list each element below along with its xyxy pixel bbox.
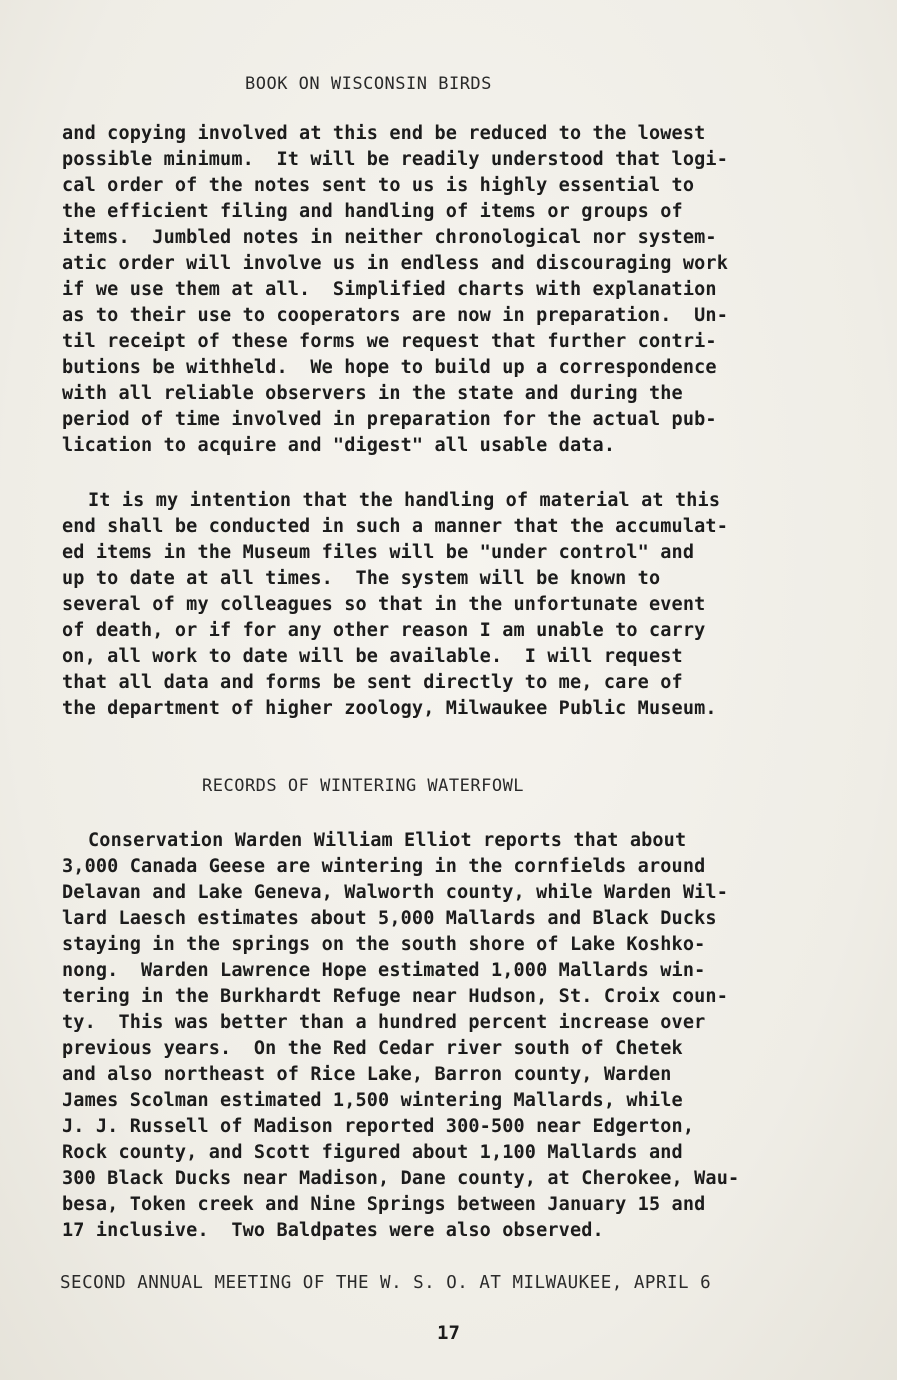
text-line: that all data and forms be sent directly to me, care of: [62, 672, 683, 693]
text-line: besa, Token creek and Nine Springs between January 15 and: [62, 1194, 706, 1215]
text-line: up to date at all times. The system will be known to: [62, 568, 661, 589]
text-line: staying in the springs on the south shore of Lake Koshko-: [62, 934, 706, 955]
paragraph-museum-files: [62, 488, 832, 722]
section-heading-annual-meeting: SECOND ANNUAL MEETING OF THE W. S. O. AT MILWAUKEE, APRIL 6: [60, 1273, 712, 1293]
text-line: the department of higher zoology, Milwaukee Public Museum.: [62, 698, 717, 719]
text-line: J. J. Russell of Madison reported 300-500 near Edgerton,: [62, 1116, 695, 1137]
text-line: Conservation Warden William Elliot reports that about: [88, 830, 687, 851]
page-number: 17: [437, 1322, 460, 1344]
text-line: ty. This was better than a hundred percent increase over: [62, 1012, 706, 1033]
text-line: butions be withheld. We hope to build up a correspondence: [62, 357, 717, 378]
text-line: James Scolman estimated 1,500 wintering Mallards, while: [62, 1090, 683, 1111]
text-line: til receipt of these forms we request that further contri-: [62, 331, 717, 352]
text-line: if we use them at all. Simplified charts with explanation: [62, 279, 717, 300]
text-line: Rock county, and Scott figured about 1,100 Mallards and: [62, 1142, 683, 1163]
text-line: on, all work to date will be available. I will request: [62, 646, 683, 667]
text-line: with all reliable observers in the state and during the: [62, 383, 683, 404]
text-line: 17 inclusive. Two Baldpates were also observed.: [62, 1220, 604, 1241]
text-line: possible minimum. It will be readily understood that logi-: [62, 149, 728, 170]
section-heading-waterfowl: RECORDS OF WINTERING WATERFOWL: [202, 776, 525, 796]
text-line: several of my colleagues so that in the unfortunate event: [62, 594, 706, 615]
text-line: end shall be conducted in such a manner that the accumulat-: [62, 516, 728, 537]
text-line: items. Jumbled notes in neither chronological nor system-: [62, 227, 717, 248]
paragraph-book-procedures: [62, 121, 832, 459]
text-line: 3,000 Canada Geese are wintering in the cornfields around: [62, 856, 706, 877]
text-line: lard Laesch estimates about 5,000 Mallards and Black Ducks: [62, 908, 717, 929]
text-line: It is my intention that the handling of material at this: [88, 490, 721, 511]
text-line: 300 Black Ducks near Madison, Dane county, at Cherokee, Wau-: [62, 1168, 740, 1189]
text-line: and copying involved at this end be reduced to the lowest: [62, 123, 706, 144]
text-line: atic order will involve us in endless and discouraging work: [62, 253, 728, 274]
text-line: Delavan and Lake Geneva, Walworth county, while Warden Wil-: [62, 882, 728, 903]
text-line: and also northeast of Rice Lake, Barron county, Warden: [62, 1064, 672, 1085]
text-line: tering in the Burkhardt Refuge near Hudson, St. Croix coun-: [62, 986, 728, 1007]
text-line: lication to acquire and "digest" all usable data.: [62, 435, 616, 456]
text-line: as to their use to cooperators are now in preparation. Un-: [62, 305, 728, 326]
text-line: cal order of the notes sent to us is highly essential to: [62, 175, 695, 196]
paragraph-waterfowl-records: [62, 828, 832, 1244]
text-line: period of time involved in preparation for the actual pub-: [62, 409, 717, 430]
text-line: ed items in the Museum files will be "under control" and: [62, 542, 695, 563]
running-title: BOOK ON WISCONSIN BIRDS: [245, 74, 492, 94]
text-line: nong. Warden Lawrence Hope estimated 1,000 Mallards win-: [62, 960, 706, 981]
text-line: of death, or if for any other reason I am unable to carry: [62, 620, 706, 641]
text-line: the efficient filing and handling of items or groups of: [62, 201, 683, 222]
text-line: previous years. On the Red Cedar river south of Chetek: [62, 1038, 683, 1059]
